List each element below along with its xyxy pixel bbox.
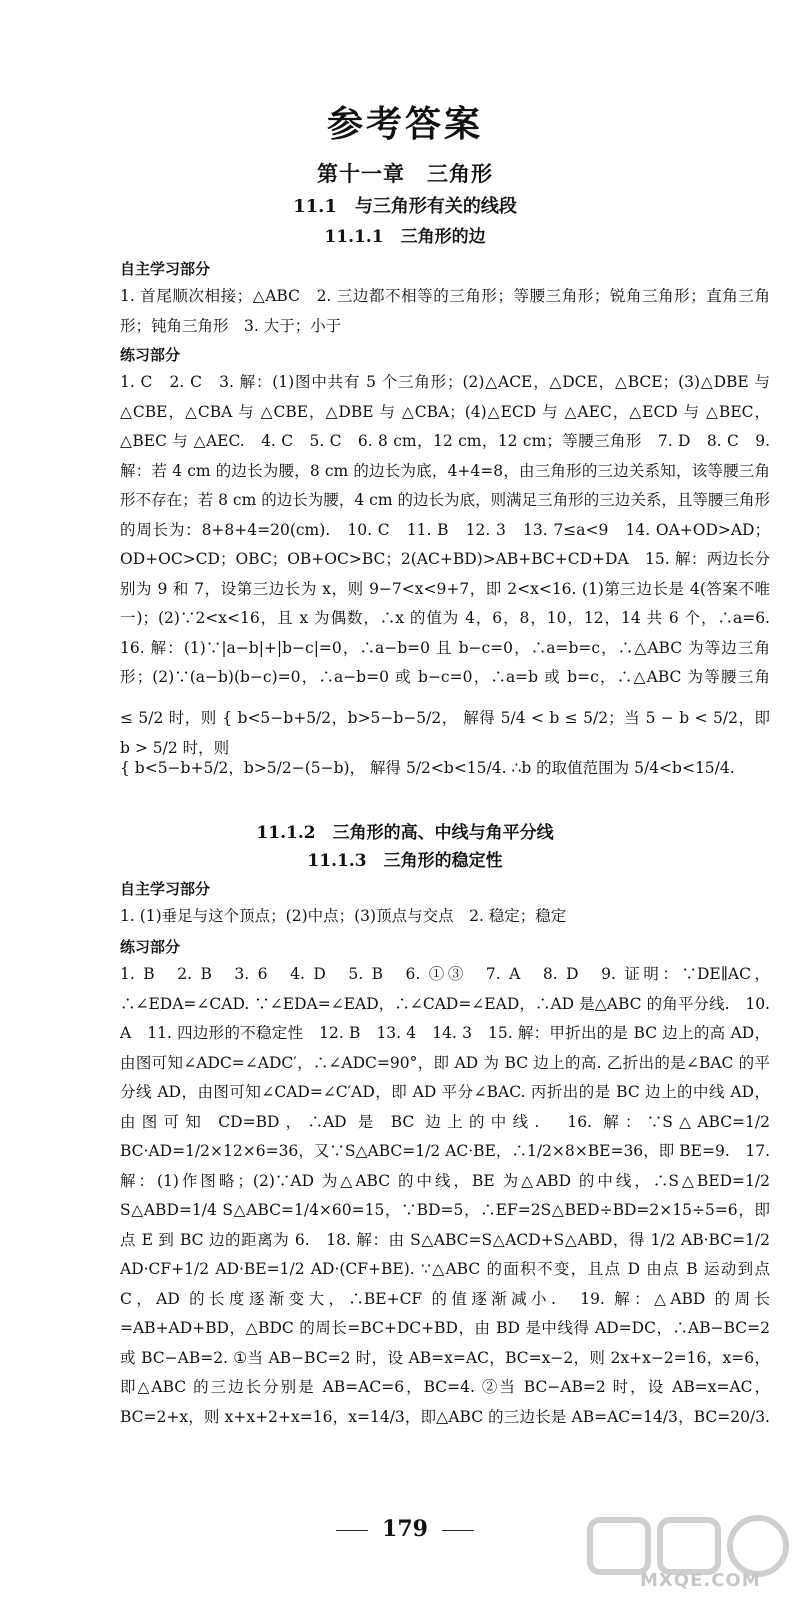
self-study-answers: 1. 首尾顺次相接；△ABC 2. 三边都不相等的三角形；等腰三角形；锐角三角形；直角三角形；钝角三角形 3. 大于；小于 [120,287,770,335]
section-heading-11-1-3: 11.1.3 三角形的稳定性 [307,851,503,871]
page-number: 179 [382,1516,428,1542]
chapter-heading: 第十一章 三角形 [317,161,493,186]
page-title: 参考答案 [326,103,483,145]
self-study-label-2: 自主学习部分 [120,880,211,898]
section-heading-11-1: 11.1 与三角形有关的线段 [293,196,517,217]
practice-label: 练习部分 [120,346,181,364]
self-study-answers-2: 1. (1)垂足与这个顶点；(2)中点；(3)顶点与交点 2. 稳定；稳定 [120,907,567,925]
footer-dash-left [336,1530,368,1531]
inequality-system-line-1: ≤ 5/2 时，则 { b<5−b+5/2，b>5−b−5/2， 解得 5/4 < b ≤ 5/2；当 5 − b < 5/2，即 b > 5/2 时，则 [120,709,770,757]
section-heading-11-1-1: 11.1.1 三角形的边 [324,227,486,247]
watermark-text: MXQE.COM [640,1570,761,1591]
practice-answers-2: 1. B 2. B 3. 6 4. D 5. B 6. ①③ 7. A 8. D 9. 证明：∵DE∥AC，∴∠EDA=∠CAD. ∵∠EDA=∠EAD，∴∠CAD=∠EAD，∴AD 是△ABC 的角平分线. 10. A 11. 四边形的不稳定性 12. B 13. 4 14. 3 15. 解：甲折出的是 BC 边上的高 AD，由图可知∠ADC=∠ADC′，∴∠ADC=90°，即 AD 为 BC 边上的高. 乙折出的是∠BAC 的平分线 AD，由图可知∠CAD=∠C′AD，即 AD 平分∠BAC. 丙折出的是 BC 边上的中线 AD，由图可知 CD=BD，∴AD 是 BC 边上的中线. 16. 解：∵S△ABC=1/2 BC·AD=1/2×12×6=36，又∵S△ABC=1/2 AC·BE，∴1/2×8×BE=36，即 BE=9. 17. 解：(1)作图略；(2)∵AD 为△ABC 的中线，BE 为△ABD 的中线，∴S△BED=1/2 S△ABD=1/4 S△ABC=1/4×60=15，∵BD=5，∴EF=2S△BED÷BD=2×15÷5=6，即点 E 到 BC 边的距离为 6. 18. 解：由 S△ABC=S△ACD+S△ABD，得 1/2 AB·BC=1/2 AD·CF+1/2 AD·BE=1/2 AD·(CF+BE). ∵△ABC 的面积不变，且点 D 由点 B 运动到点 C，AD 的长度逐渐变大，∴BE+CF 的值逐渐减小. 19. 解：△ABD 的周长=AB+AD+BD，△BDC 的周长=BC+DC+BD，由 BD 是中线得 AD=DC，∴AB−BC=2 或 BC−AB=2. ①当 AB−BC=2 时，设 AB=x=AC，BC=x−2，则 2x+x−2=16，x=6，即△ABC 的三边长分别是 AB=AC=6，BC=4. ②当 BC−AB=2 时，设 AB=x=AC，BC=2+x，则 x+x+2+x=16，x=14/3，即△ABC 的三边长是 AB=AC=14/3，BC=20/3. [120,965,770,1426]
practice-label-2: 练习部分 [120,938,181,956]
self-study-label: 自主学习部分 [120,260,211,278]
section-heading-11-1-2: 11.1.2 三角形的高、中线与角平分线 [256,823,554,843]
inequality-system-line-2: { b<5−b+5/2，b>5/2−(5−b)， 解得 5/2<b<15/4. ∴b 的取值范围为 5/4<b<15/4. [120,759,735,777]
practice-answers: 1. C 2. C 3. 解：(1)图中共有 5 个三角形；(2)△ACE，△DCE，△BCE；(3)△DBE 与 △CBE，△CBA 与 △CBE，△DBE 与 △CBA；(4)△ECD 与 △AEC，△ECD 与 △BEC，△BEC 与 △AEC. 4. C 5. C 6. 8 cm，12 cm，12 cm；等腰三角形 7. D 8. C 9. 解：若 4 cm 的边长为腰，8 cm 的边长为底，4+4=8，由三角形的三边关系知，该等腰三角形不存在；若 8 cm 的边长为腰，4 cm 的边长为底，则满足三角形的三边关系，且等腰三角形的周长为：8+8+4=20(cm). 10. C 11. B 12. 3 13. 7≤a<9 14. OA+OD>AD；OD+OC>CD；OBC；OB+OC>BC；2(AC+BD)>AB+BC+CD+DA 15. 解：两边长分别为 9 和 7，设第三边长为 x，则 9−7<x<9+7，即 2<x<16. (1)第三边长是 4(答案不唯一)；(2)∵2<x<16，且 x 为偶数，∴x 的值为 4，6，8，10，12，14 共 6 个，∴a=6. 16. 解：(1)∵|a−b|+|b−c|=0，∴a−b=0 且 b−c=0，∴a=b=c，∴△ABC 为等边三角形；(2)∵(a−b)(b−c)=0，∴a−b=0 或 b−c=0，∴a=b 或 b=c，∴△ABC 为等腰三角 [120,373,770,686]
footer-dash-right [442,1530,474,1531]
